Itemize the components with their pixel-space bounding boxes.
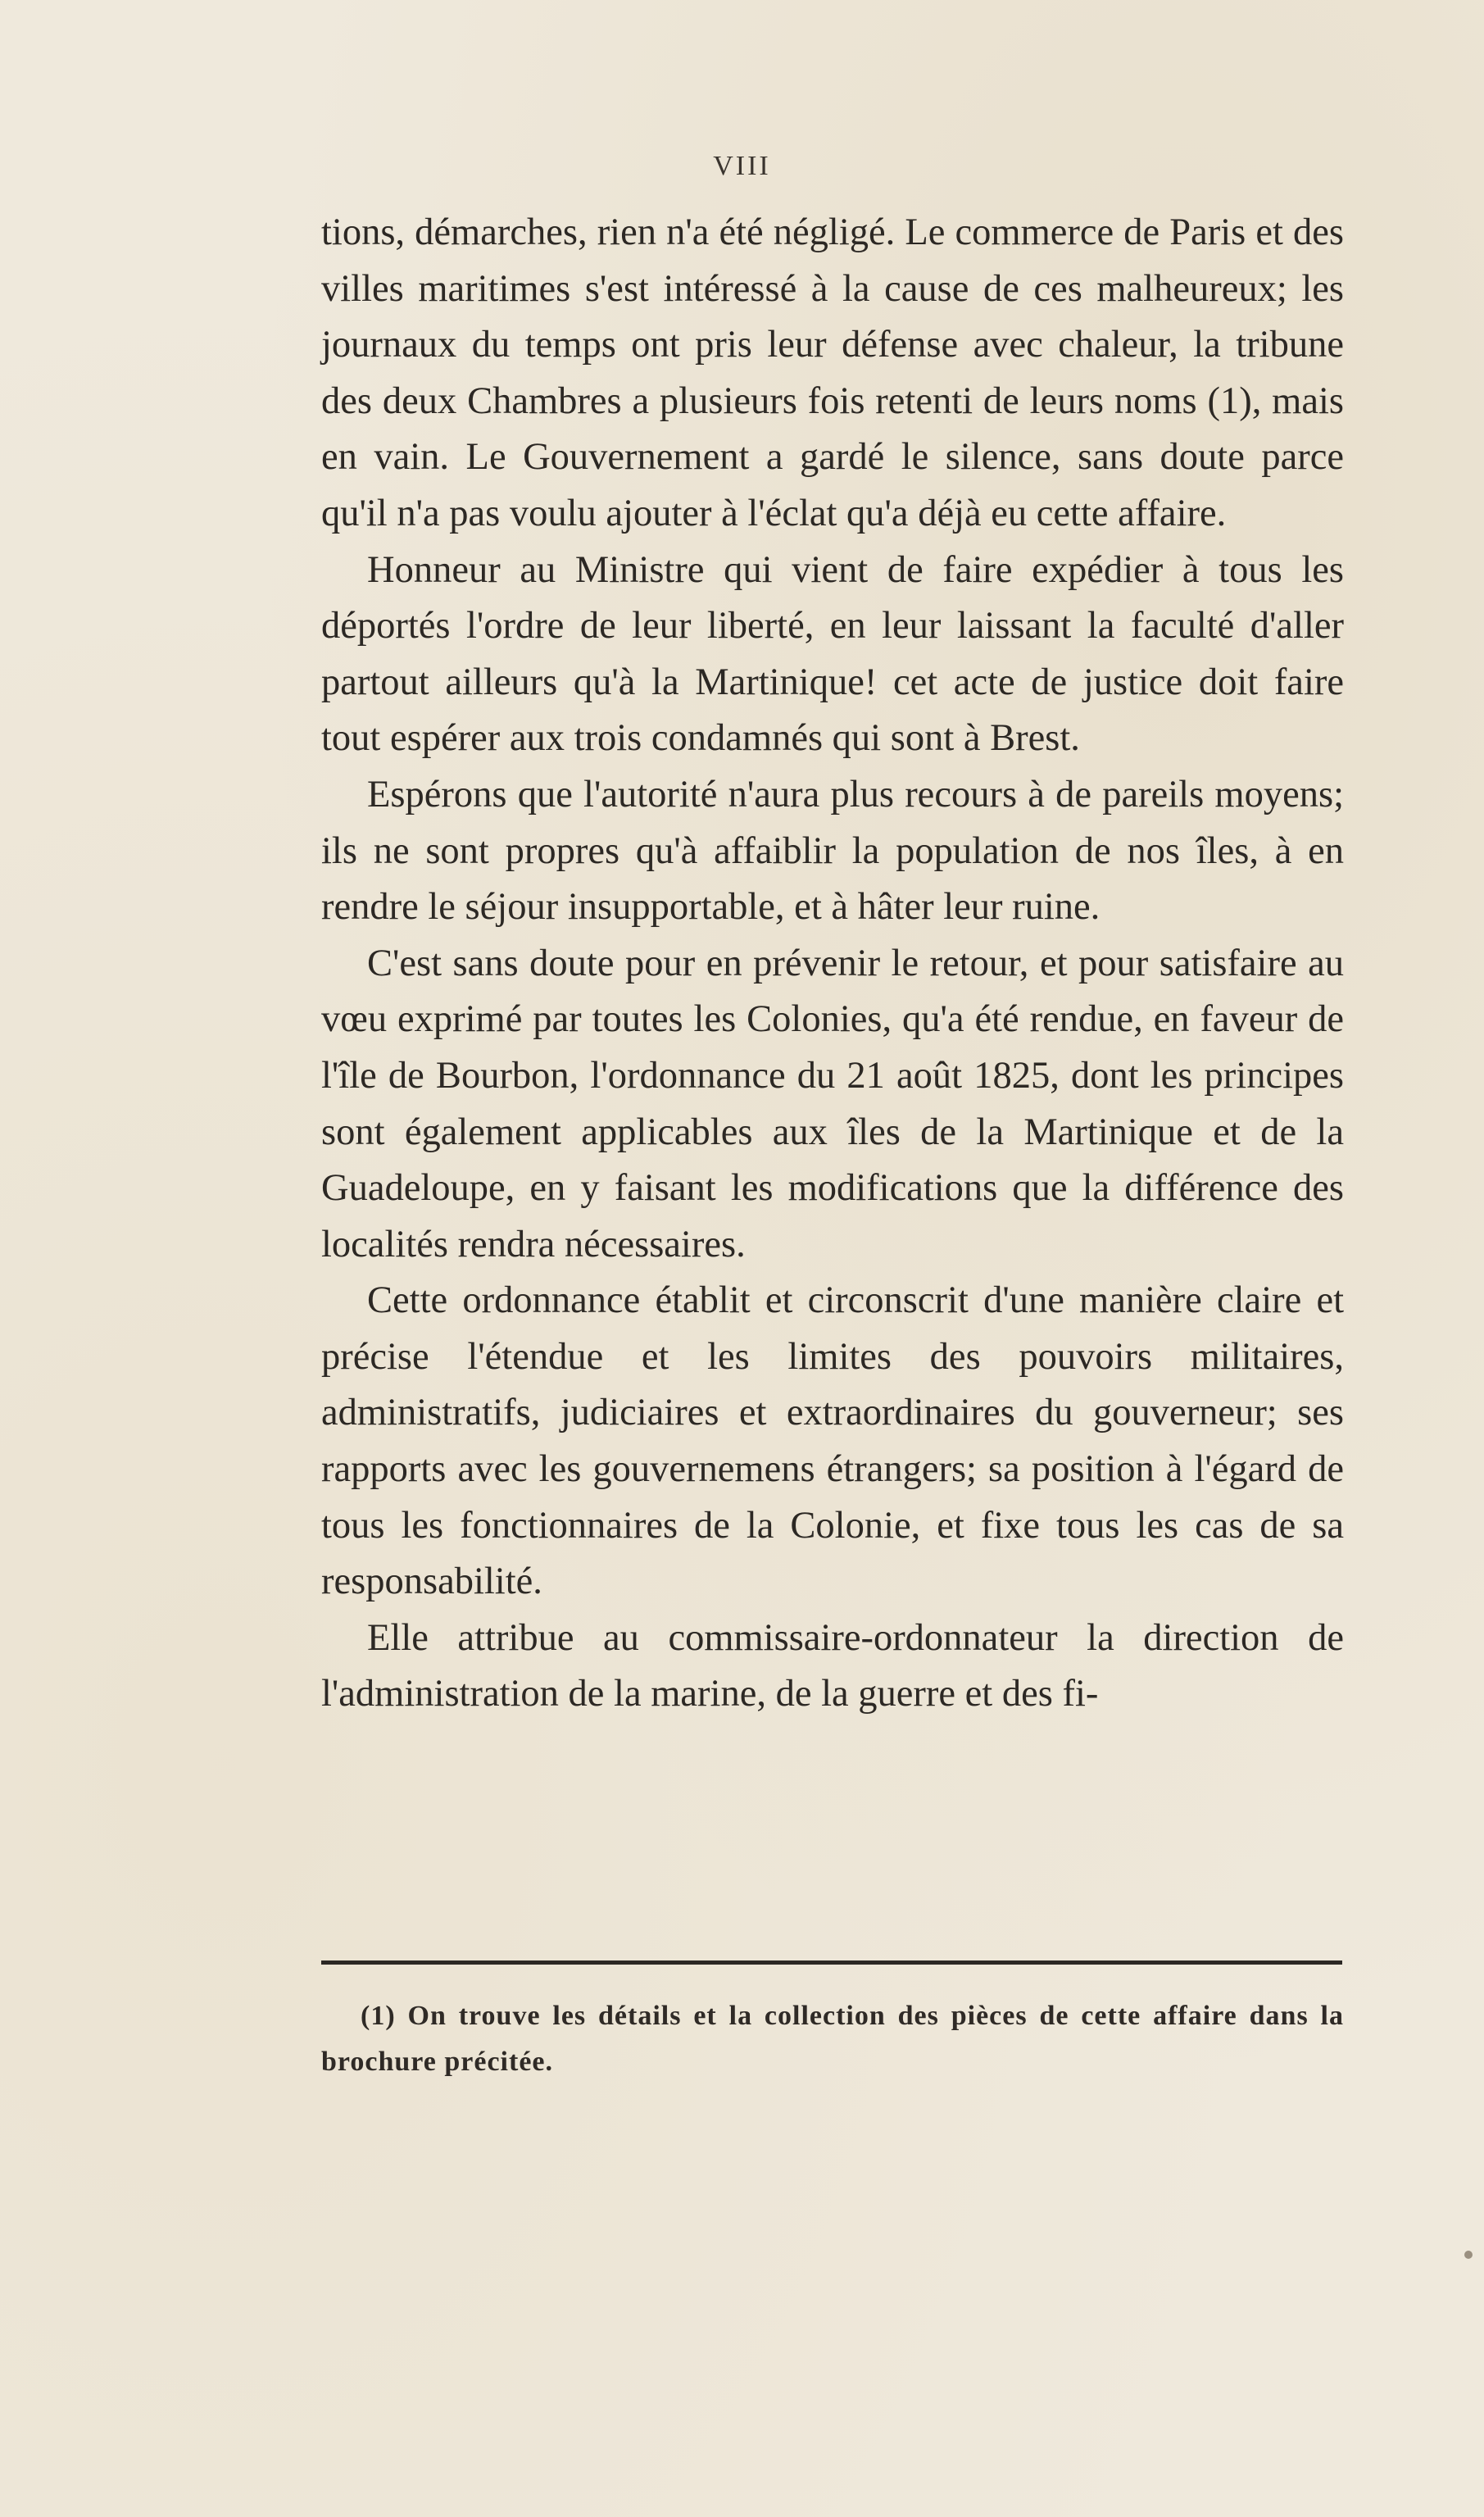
body-text — [321, 205, 1344, 1723]
footnote-divider — [321, 1960, 1342, 1965]
paper-speck — [1464, 2251, 1473, 2259]
paragraph: Espérons que l'autorité n'aura plus recours à de pareils moyens; ils ne sont propres qu'à affaiblir la population de nos îles, à en rendre le séjour insupportable, et à hâter leur ruine. — [321, 773, 1344, 929]
paragraph: tions, démarches, rien n'a été négligé. Le commerce de Paris et des villes maritimes s'est intéressé à la cause de ces malheureux; les journaux du temps ont pris leur défense avec chaleur, la tribune des deux Chambres a plusieurs fois retenti de leurs noms (1), mais en vain. Le Gouvernement a gardé le silence, sans doute parce qu'il n'a pas voulu ajouter à l'éclat qu'a déjà eu cette affaire. — [321, 211, 1344, 534]
page-number: VIII — [713, 151, 771, 181]
footnote: (1) On trouve les détails et la collection des pièces de cette affaire dans la brochure précitée. — [321, 2001, 1344, 2077]
paragraph: Cette ordonnance établit et circonscrit d'une manière claire et précise l'étendue et les limites des pouvoirs militaires, administratifs, judiciaires et extraordinaires du gouverneur; ses rapports avec les gouvernemens étrangers; sa position à l'égard de tous les fonctionnaires de la Colonie, et fixe tous les cas de sa responsabilité. — [321, 1279, 1344, 1603]
paragraph: Elle attribue au commissaire-ordonnateur la direction de l'administration de la marine, de la guerre et des fi- — [321, 1616, 1344, 1715]
paragraph: C'est sans doute pour en prévenir le retour, et pour satisfaire au vœu exprimé par toutes les Colonies, qu'a été rendue, en faveur de l'île de Bourbon, l'ordonnance du 21 août 1825, dont les principes sont également applicables aux îles de la Martinique et de la Guadeloupe, en y faisant les modifications que la différence des localités rendra nécessaires. — [321, 942, 1344, 1265]
paragraph: Honneur au Ministre qui vient de faire expédier à tous les déportés l'ordre de leur liberté, en leur laissant la faculté d'aller partout ailleurs qu'à la Martinique! cet acte de justice doit faire tout espérer aux trois condamnés qui sont à Brest. — [321, 548, 1344, 760]
